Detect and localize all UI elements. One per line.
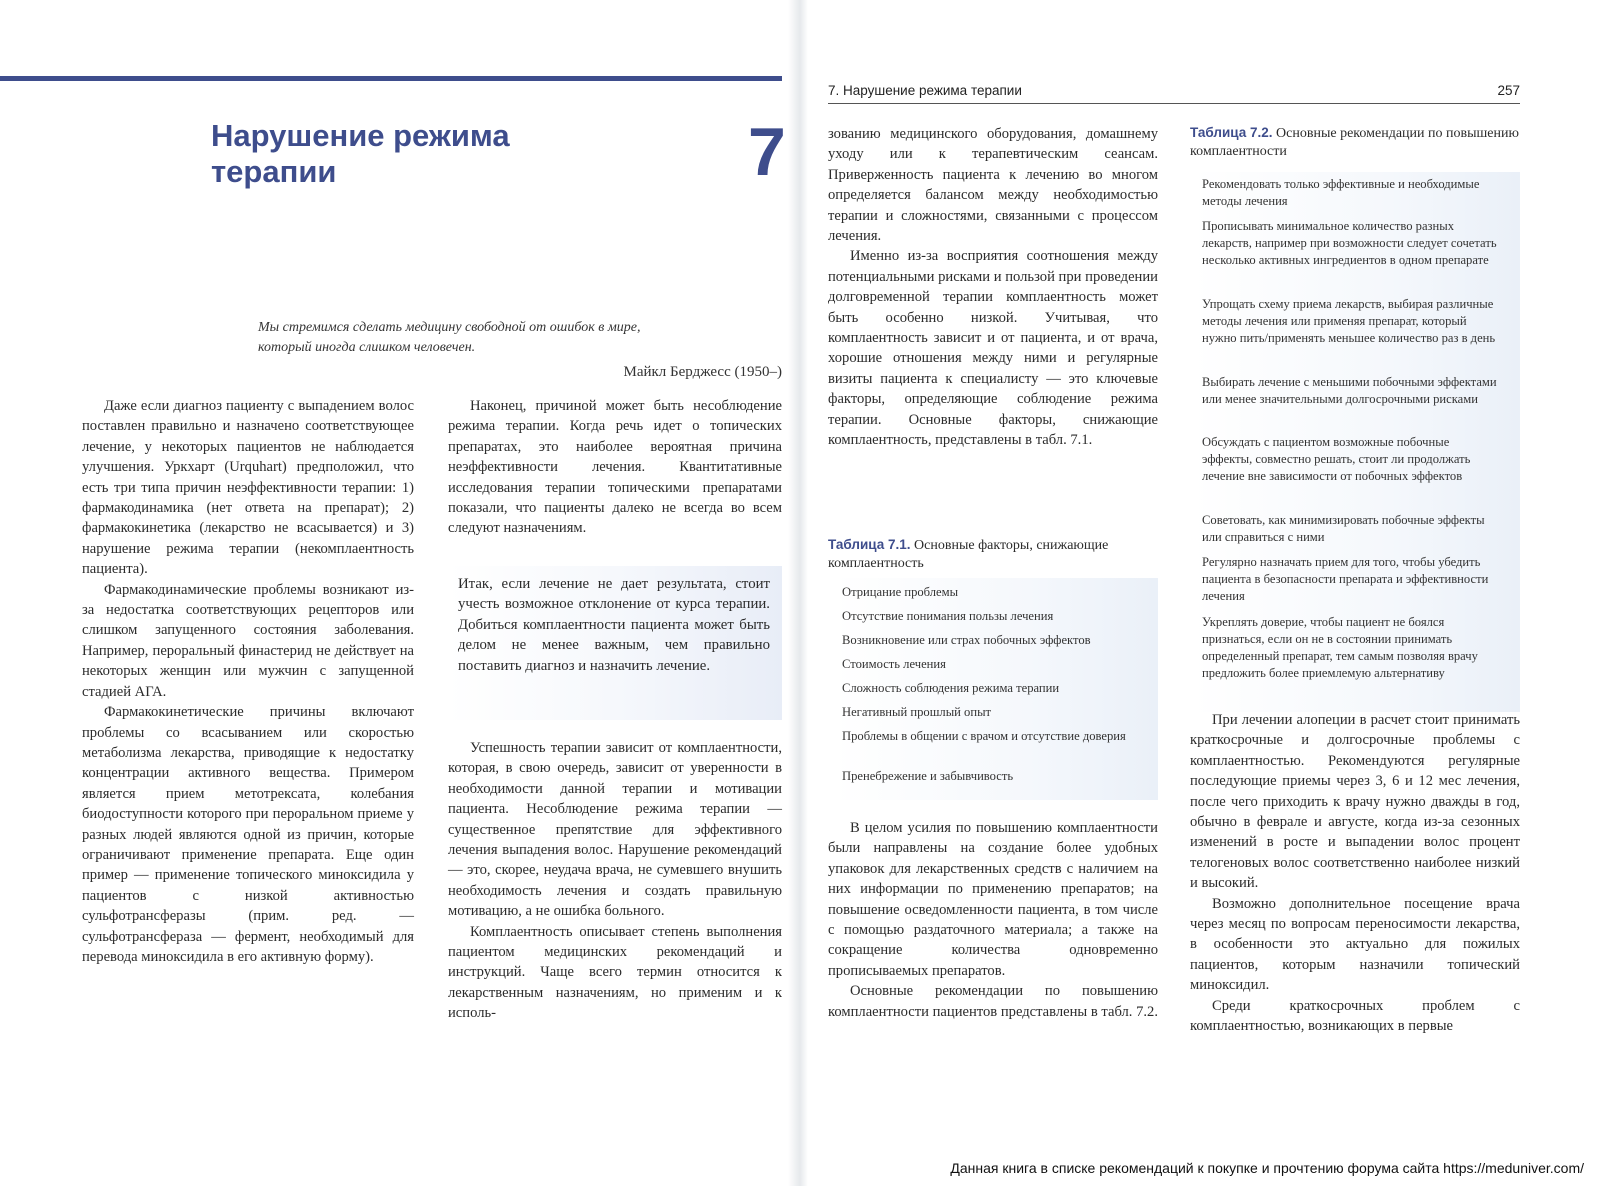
left-page bbox=[0, 0, 790, 1186]
epigraph-line2: который иногда слишком человечен. bbox=[258, 340, 476, 355]
paragraph: Среди краткосрочных проблем с комплаентностью, возникающих в первые bbox=[1190, 997, 1520, 1035]
paragraph: Успешность терапии зависит от комплаентности, которая, в свою очередь, зависит от уверенности в необходимости данной терапии и мотивации пациента. Несоблюдение режима терапии — существенное препятствие для эффективного лечения выпадения волос. Нарушение рекомендаций — это, скорее, неудача врача, не сумевшего внушить необходимость лечения и создать правильную мотивацию, а не ошибка больного. bbox=[448, 740, 782, 920]
table-row: Отсутствие понимания пользы лечения bbox=[842, 609, 1054, 623]
running-head-title: 7. Нарушение режима терапии bbox=[828, 83, 1022, 98]
epigraph-line1: Мы стремимся сделать медицину свободной от ошибок в мире, bbox=[258, 320, 641, 335]
epigraph-author: Майкл Берджесс (1950–) bbox=[623, 364, 782, 380]
footer-note: Данная книга в списке рекомендаций к покупке и прочтению форума сайта https://meduniver.com/ bbox=[950, 1160, 1584, 1176]
table-row: Прописывать минимальное количество разных лекарств, например при возможности следует сочетать несколько активных ингредиентов в одном препарате bbox=[1202, 219, 1497, 267]
paragraph: Возможно дополнительное посещение врача через месяц по вопросам переносимости лекарства, в особенности это актуально для пожилых пациентов, которым назначили топический миноксидил. bbox=[1190, 895, 1520, 994]
table-row: Стоимость лечения bbox=[842, 657, 946, 671]
table-2 bbox=[1194, 172, 1520, 712]
paragraph: зованию медицинского оборудования, домашнему уходу или к терапевтическим сеансам. Приверженность пациента к лечению во многом определяется балансом между необходимостью терапии и сложностями, связанными с процессом лечения. bbox=[828, 126, 1158, 245]
chapter-title bbox=[211, 118, 651, 190]
table-row: Регулярно назначать прием для того, чтобы убедить пациента в безопасности препарата и эффективности лечения bbox=[1202, 555, 1489, 603]
running-head bbox=[828, 83, 1520, 104]
table-2-caption-text: Основные рекомендации по повышению комплаентности bbox=[1190, 126, 1519, 159]
paragraph: Комплаентность описывает степень выполнения пациентом медицинских рекомендаций и инструкций. Чаще всего термин относится к лекарственным назначениям, но применим и к исполь- bbox=[448, 923, 782, 1022]
paragraph: Наконец, причиной может быть несоблюдение режима терапии. Когда речь идет о топических препаратах, это наиболее вероятная причина неэффективности лечения. Квантитативные исследования терапии топическими препаратами показали, что пациенты далеко не всегда во всем следуют назначениям. bbox=[448, 398, 782, 537]
paragraph: Даже если диагноз пациенту с выпадением волос поставлен правильно и назначено соответствующее лечение, у некоторых пациентов не наблюдается улучшения. Уркхарт (Urquhart) предположил, что есть три типа причин неэффективности терапии: 1) фармакодинамика (нет ответа на препарат); 2) фармакокинетика (лекарство не всасывается) и 3) нарушение режима терапии (некомплаентность пациента). bbox=[82, 398, 414, 578]
table-row: Пренебрежение и забывчивость bbox=[842, 769, 1014, 783]
book-gutter bbox=[788, 0, 808, 1186]
table-row: Рекомендовать только эффективные и необходимые методы лечения bbox=[1202, 177, 1480, 208]
body-column-3-top bbox=[828, 124, 1158, 451]
paragraph: Фармакокинетические причины включают проблемы со всасыванием или скоростью метаболизма лекарства, приводящие к недостатку концентрации активного вещества. Примером является прием метотрексата, колебания биодоступности которого при пероральном приеме у разных людей являются одной из причин, которые ограничивают применение препарата. Еще один пример — применение топического миноксидила у пациентов с низкой активностью сульфотрансферазы (прим. ред. — сульфотрансфераза — фермент, необходимый для перевода миноксидила в его активную форму). bbox=[82, 704, 414, 965]
body-column-2-bottom bbox=[448, 738, 782, 1024]
paragraph: При лечении алопеции в расчет стоит принимать краткосрочные и долгосрочные проблемы с комплаентностью. Рекомендуются регулярные последующие приемы через 3, 6 и 12 мес лечения, после чего приходить к врачу нужно дважды в год, обычно в феврале и августе, когда из-за сезонных изменений в росте и выпадении волос процент телогеновых волос соответственно наиболее низкий и высокий. bbox=[1190, 712, 1520, 892]
table-row: Упрощать схему приема лекарств, выбирая различные методы лечения или применяя препарат, который нужно пить/применять меньшее количество раз в день bbox=[1202, 297, 1496, 345]
table-row: Отрицание проблемы bbox=[842, 585, 959, 599]
chapter-title-line1: Нарушение режима bbox=[211, 118, 510, 153]
body-column-3-bottom bbox=[828, 818, 1158, 1022]
page-number: 257 bbox=[1497, 83, 1520, 98]
key-point-text: Итак, если лечение не дает результата, стоит учесть возможное отклонение от курса терапии. Добиться комплаентности пациента может быть делом не менее важным, чем правильно поставить диагноз и назначить лечение. bbox=[458, 576, 770, 674]
body-column-1 bbox=[82, 396, 414, 967]
table-1-caption bbox=[828, 536, 1158, 573]
key-point-box bbox=[448, 566, 782, 720]
table-row: Сложность соблюдения режима терапии bbox=[842, 681, 1060, 695]
table-row: Негативный прошлый опыт bbox=[842, 705, 992, 719]
table-1-label: Таблица 7.1. bbox=[828, 537, 911, 552]
epigraph bbox=[258, 318, 734, 358]
table-1 bbox=[834, 578, 1158, 800]
table-row: Проблемы в общении с врачом и отсутствие доверия bbox=[842, 729, 1126, 743]
chapter-title-line2: терапии bbox=[211, 154, 337, 189]
table-row: Советовать, как минимизировать побочные эффекты или справиться с ними bbox=[1202, 513, 1485, 544]
table-row: Выбирать лечение с меньшими побочными эффектами или менее значительными долгосрочными рисками bbox=[1202, 375, 1497, 406]
paragraph: Основные рекомендации по повышению комплаентности пациентов представлены в табл. 7.2. bbox=[828, 983, 1158, 1020]
paragraph: В целом усилия по повышению комплаентности были направлены на создание более удобных упаковок для лекарственных средств с наличием на них информации по применению препаратов; на повышение осведомленности пациента, в том числе с помощью раздаточного материала; а также на сокращение количества одновременно прописываемых препаратов. bbox=[828, 820, 1158, 979]
table-row: Укреплять доверие, чтобы пациент не боялся признаться, если он не в состоянии принимать определенный препарат, тем самым позволяя врачу предложить более приемлемую альтернативу bbox=[1202, 615, 1478, 680]
table-2-label: Таблица 7.2. bbox=[1190, 125, 1273, 140]
body-column-2-top bbox=[448, 396, 782, 539]
table-2-caption bbox=[1190, 124, 1520, 161]
paragraph: Фармакодинамические проблемы возникают из-за недостатка соответствующих рецепторов или слишком запущенного состояния заболевания. Например, пероральный финастерид не действует на некоторых женщин или мужчин с запущенной стадией АГА. bbox=[82, 581, 414, 700]
body-column-4 bbox=[1190, 710, 1520, 1037]
paragraph: Именно из-за восприятия соотношения между потенциальными рисками и пользой при проведении долговременной терапии комплаентность может быть особенно низкой. Учитывая, что комплаентность зависит и от пациента, и от врача, хорошие отношения между ними и регулярные визиты пациента к специалисту — это ключевые факторы, определяющие соблюдение режима терапии. Основные факторы, снижающие комплаентность, представлены в табл. 7.1. bbox=[828, 248, 1158, 449]
chapter-rule bbox=[0, 76, 782, 81]
table-row: Обсуждать с пациентом возможные побочные эффекты, совместно решать, стоит ли продолжать лечение вне зависимости от побочных эффектов bbox=[1202, 435, 1471, 483]
chapter-number: 7 bbox=[748, 114, 786, 190]
table-row: Возникновение или страх побочных эффектов bbox=[842, 633, 1091, 647]
table-1-caption-text: Основные факторы, снижающие комплаентность bbox=[828, 538, 1109, 571]
